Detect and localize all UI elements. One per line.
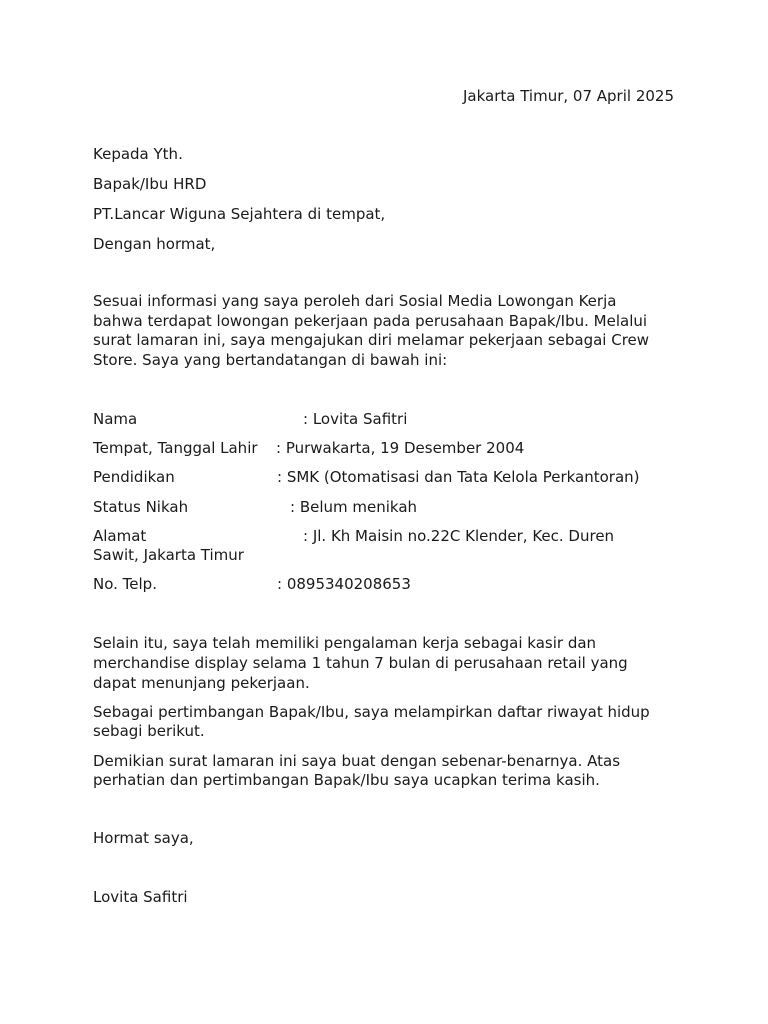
intro-paragraph-line-4: Store. Saya yang bertandatangan di bawah ini: (93, 351, 448, 369)
recipient-to: Bapak/Ibu HRD (93, 175, 207, 193)
field-value: : Belum menikah (290, 498, 418, 516)
experience-paragraph-line-2: merchandise display selama 1 tahun 7 bulan di perusahaan retail yang (93, 654, 628, 672)
experience-paragraph-line-3: dapat menunjang pekerjaan. (93, 674, 310, 692)
field-value: : SMK (Otomatisasi dan Tata Kelola Perkantoran) (277, 468, 640, 486)
field-nama (93, 409, 408, 429)
field-no-telp (93, 574, 411, 594)
recipient-company: PT.Lancar Wiguna Sejahtera di tempat, (93, 205, 386, 223)
place-date: Jakarta Timur, 07 April 2025 (462, 87, 674, 105)
field-value: : Jl. Kh Maisin no.22C Klender, Kec. Duren (303, 527, 615, 545)
field-value: : Purwakarta, 19 Desember 2004 (276, 439, 525, 457)
field-alamat-continuation: Sawit, Jakarta Timur (93, 546, 244, 564)
field-status-nikah (93, 497, 418, 517)
field-label: Tempat, Tanggal Lahir (93, 439, 258, 457)
signature-name: Lovita Safitri (93, 888, 188, 906)
intro-paragraph-line-1: Sesuai informasi yang saya peroleh dari Sosial Media Lowongan Kerja (93, 292, 617, 310)
field-label: Status Nikah (93, 498, 189, 516)
field-label: Alamat (93, 527, 147, 545)
sign-off: Hormat saya, (93, 829, 194, 847)
experience-paragraph-line-1: Selain itu, saya telah memiliki pengalaman kerja sebagai kasir dan (93, 634, 597, 652)
field-label: No. Telp. (93, 575, 157, 593)
intro-paragraph-line-3: surat lamaran ini, saya mengajukan diri melamar pekerjaan sebagai Crew (93, 331, 650, 349)
closing-paragraph-line-1: Demikian surat lamaran ini saya buat dengan sebenar-benarnya. Atas (93, 752, 621, 770)
attachment-paragraph-line-2: sebagi berikut. (93, 722, 205, 740)
closing-paragraph-line-2: perhatian dan pertimbangan Bapak/Ibu saya ucapkan terima kasih. (93, 771, 600, 789)
field-pendidikan (93, 467, 640, 487)
field-label: Pendidikan (93, 468, 175, 486)
salutation: Dengan hormat, (93, 235, 216, 253)
intro-paragraph-line-2: bahwa terdapat lowongan pekerjaan pada perusahaan Bapak/Ibu. Melalui (93, 312, 648, 330)
field-value: : Lovita Safitri (303, 410, 408, 428)
field-tempat-tanggal-lahir (93, 438, 525, 458)
field-value: : 0895340208653 (277, 575, 411, 593)
attachment-paragraph-line-1: Sebagai pertimbangan Bapak/Ibu, saya melampirkan daftar riwayat hidup (93, 703, 650, 721)
field-label: Nama (93, 410, 138, 428)
recipient-kepada: Kepada Yth. (93, 145, 183, 163)
field-alamat (93, 526, 615, 546)
